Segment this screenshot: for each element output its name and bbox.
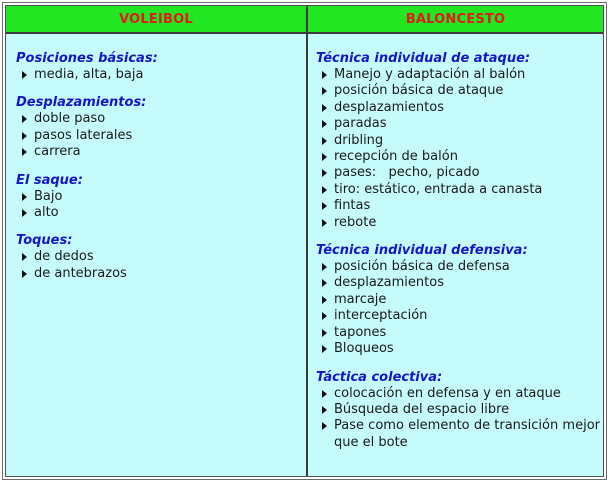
right-triangle-icon xyxy=(322,279,327,287)
item-list xyxy=(16,67,301,83)
list-item-text: doble paso xyxy=(34,111,106,127)
section-title: Toques: xyxy=(16,233,73,249)
voleibol-column xyxy=(16,50,301,293)
right-triangle-icon xyxy=(322,390,327,398)
right-triangle-icon xyxy=(322,202,327,210)
header-baloncesto: BALONCESTO xyxy=(308,6,603,34)
list-item xyxy=(316,325,600,341)
comparison-table xyxy=(2,2,607,480)
right-triangle-icon xyxy=(322,312,327,320)
list-item xyxy=(16,205,301,221)
list-item xyxy=(316,402,600,418)
baloncesto-section-tactica-colectiva xyxy=(316,369,600,452)
right-triangle-icon xyxy=(322,104,327,112)
right-triangle-icon xyxy=(22,253,27,261)
item-list xyxy=(16,111,301,160)
voleibol-section-el-saque xyxy=(16,172,301,222)
list-item-text: Bajo xyxy=(34,188,63,204)
list-item-text: desplazamientos xyxy=(334,275,444,291)
item-list xyxy=(316,259,600,357)
list-item-text: fintas xyxy=(334,198,371,214)
list-item-text: tiro: estático, entrada a canasta xyxy=(334,181,543,197)
list-item-text: Pase como elemento de transición mejor que el bote xyxy=(334,418,600,450)
list-item-text: carrera xyxy=(34,144,81,160)
list-item xyxy=(316,198,600,214)
list-item-text: posición básica de ataque xyxy=(334,83,504,99)
list-item-text: alto xyxy=(34,205,59,221)
right-triangle-icon xyxy=(322,296,327,304)
list-item xyxy=(316,386,600,402)
list-item-text: colocación en defensa y en ataque xyxy=(334,385,561,401)
list-item xyxy=(316,83,600,99)
list-item xyxy=(316,215,600,231)
section-title: Técnica individual de ataque: xyxy=(316,51,531,66)
list-item xyxy=(316,341,600,357)
right-triangle-icon xyxy=(322,153,327,161)
header-voleibol: VOLEIBOL xyxy=(6,6,306,34)
section-title: Posiciones básicas: xyxy=(16,51,158,66)
baloncesto-section-tecnica-individual-defensiva xyxy=(316,242,600,357)
right-triangle-icon xyxy=(322,120,327,128)
list-item xyxy=(16,266,301,282)
column-divider xyxy=(306,6,308,476)
right-triangle-icon xyxy=(322,345,327,353)
list-item xyxy=(316,182,600,198)
list-item-text: de antebrazos xyxy=(34,265,127,281)
list-item-text: Búsqueda del espacio libre xyxy=(334,401,510,417)
list-item xyxy=(16,67,301,83)
list-item-text: dribling xyxy=(334,132,384,148)
voleibol-section-desplazamientos xyxy=(16,94,301,160)
right-triangle-icon xyxy=(322,137,327,145)
right-triangle-icon xyxy=(322,329,327,337)
list-item-text: media, alta, baja xyxy=(34,67,144,82)
list-item-text: paradas xyxy=(334,116,387,132)
list-item-text: interceptación xyxy=(334,308,428,324)
section-title: Táctica colectiva: xyxy=(316,369,443,385)
item-list xyxy=(316,386,600,452)
right-triangle-icon xyxy=(322,406,327,414)
list-item xyxy=(316,275,600,291)
voleibol-section-toques xyxy=(16,232,301,282)
list-item xyxy=(316,100,600,116)
section-title: Desplazamientos: xyxy=(16,95,147,111)
right-triangle-icon xyxy=(322,186,327,194)
right-triangle-icon xyxy=(22,209,27,217)
list-item xyxy=(316,418,600,451)
right-triangle-icon xyxy=(322,169,327,177)
right-triangle-icon xyxy=(22,148,27,156)
right-triangle-icon xyxy=(22,132,27,140)
list-item-text: rebote xyxy=(334,214,377,230)
right-triangle-icon xyxy=(22,71,27,79)
item-list xyxy=(16,189,301,222)
list-item-text: de dedos xyxy=(34,249,94,265)
right-triangle-icon xyxy=(322,219,327,227)
list-item-text: pasos laterales xyxy=(34,127,133,143)
list-item xyxy=(16,189,301,205)
section-title: El saque: xyxy=(16,172,83,188)
list-item xyxy=(316,149,600,165)
list-item-text: pases: pecho, picado xyxy=(334,165,480,181)
baloncesto-column xyxy=(316,50,600,462)
list-item xyxy=(316,67,600,83)
list-item-text: recepción de balón xyxy=(334,149,458,165)
list-item xyxy=(16,144,301,160)
list-item xyxy=(316,308,600,324)
right-triangle-icon xyxy=(22,270,27,278)
baloncesto-section-tecnica-individual-de-ataque xyxy=(316,50,600,231)
list-item-text: Manejo y adaptación al balón xyxy=(334,67,526,82)
item-list xyxy=(16,249,301,282)
table-body xyxy=(5,5,604,477)
section-title: Técnica individual defensiva: xyxy=(316,243,528,259)
voleibol-section-posiciones-basicas xyxy=(16,50,301,83)
list-item-text: desplazamientos xyxy=(334,99,444,115)
list-item-text: tapones xyxy=(334,324,387,340)
right-triangle-icon xyxy=(322,263,327,271)
list-item xyxy=(316,116,600,132)
list-item-text: marcaje xyxy=(334,291,387,307)
list-item-text: posición básica de defensa xyxy=(334,259,510,275)
list-item xyxy=(316,259,600,275)
list-item xyxy=(316,292,600,308)
list-item xyxy=(16,111,301,127)
right-triangle-icon xyxy=(322,422,327,430)
right-triangle-icon xyxy=(322,71,327,79)
list-item xyxy=(316,165,600,181)
right-triangle-icon xyxy=(322,87,327,95)
list-item xyxy=(16,249,301,265)
item-list xyxy=(316,67,600,231)
right-triangle-icon xyxy=(22,115,27,123)
list-item xyxy=(316,133,600,149)
list-item xyxy=(16,128,301,144)
list-item-text: Bloqueos xyxy=(334,341,394,357)
right-triangle-icon xyxy=(22,193,27,201)
